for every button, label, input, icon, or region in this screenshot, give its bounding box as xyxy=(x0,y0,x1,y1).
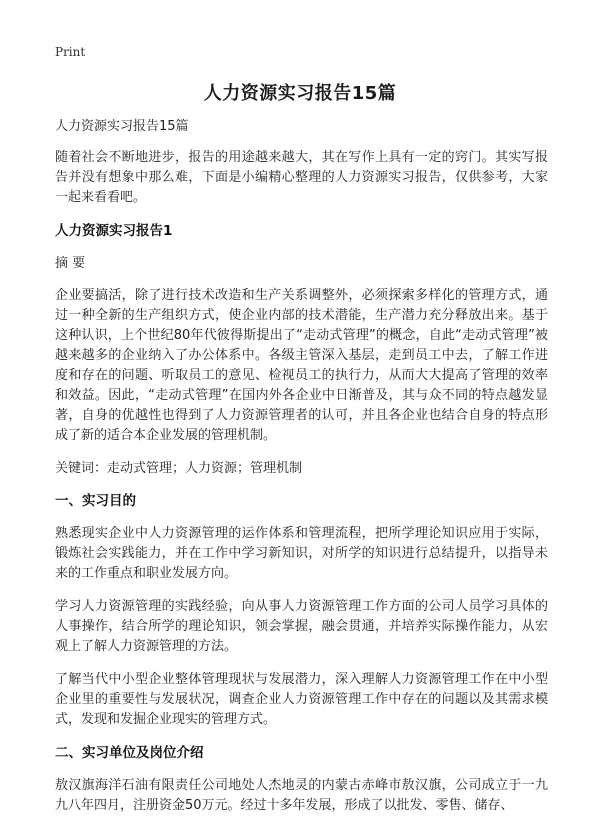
page-title: 人力资源实习报告15篇 xyxy=(203,83,397,104)
document-subtitle: 人力资源实习报告15篇 xyxy=(55,119,189,134)
abstract-label: 摘 要 xyxy=(55,256,86,271)
document-body xyxy=(55,117,548,829)
section1-paragraph: 熟悉现实企业中人力资源管理的运作体系和管理流程，把所学理论知识应用于实际，锻炼社会实践能力，并在工作中学习新知识，对所学的知识进行总结提升，以指导未来的工作重点和职业发展方向。 xyxy=(55,526,548,581)
keywords-line: 关键词：走动式管理；人力资源；管理机制 xyxy=(55,461,303,476)
section2-heading: 二、实习单位及岗位介绍 xyxy=(55,745,204,761)
section1-heading: 一、实习目的 xyxy=(55,493,136,509)
section1-paragraph: 学习人力资源管理的实践经验，向从事人力资源管理工作方面的公司人员学习具体的人事操作，结合所学的理论知识，领会掌握，融会贯通，并培养实际操作能力，从宏观上了解人力资源管理的方法。 xyxy=(55,599,548,654)
print-link[interactable]: Print xyxy=(55,45,86,59)
report1-heading: 人力资源实习报告1 xyxy=(55,223,173,239)
intro-paragraph: 随着社会不断地进步，报告的用途越来越大，其在写作上具有一定的窍门。其实写报告并没有想象中那么难，下面是小编精心整理的人力资源实习报告，仅供参考，大家一起来看看吧。 xyxy=(55,150,548,205)
section1-paragraph: 了解当代中小型企业整体管理现状与发展潜力，深入理解人力资源管理工作在中小型企业里的重要性与发展状况，调查企业人力资源管理工作中存在的问题以及其需求模式，发现和发掘企业现实的管理方式。 xyxy=(55,672,548,727)
abstract-paragraph: 企业要搞活，除了进行技术改造和生产关系调整外，必须探索多样化的管理方式，通过一种全新的生产组织方式，使企业内部的技术潜能，生产潜力充分释放出来。基于这种认识，上个世纪80年代彼得斯提出了“走动式管理”的概念，自此“走动式管理”被越来越多的企业纳入了办公体系中。各级主管深入基层，走到员工中去，了解工作进度和存在的问题、听取员工的意见、检视员工的执行力，从而大大提高了管理的效率和效益。因此，“走动式管理”在国内外各企业中日渐普及，其与众不同的特点越发显著，自身的优越性也得到了人力资源管理者的认可，并且各企业也结合自身的特点形成了新的适合本企业发展的管理机制。 xyxy=(55,288,548,443)
section2-paragraph: 敖汉旗海洋石油有限责任公司地处人杰地灵的内蒙古赤峰市敖汉旗，公司成立于一九九八年四月，注册资金50万元。经过十多年发展，形成了以批发、零售、储存、 xyxy=(55,778,548,813)
